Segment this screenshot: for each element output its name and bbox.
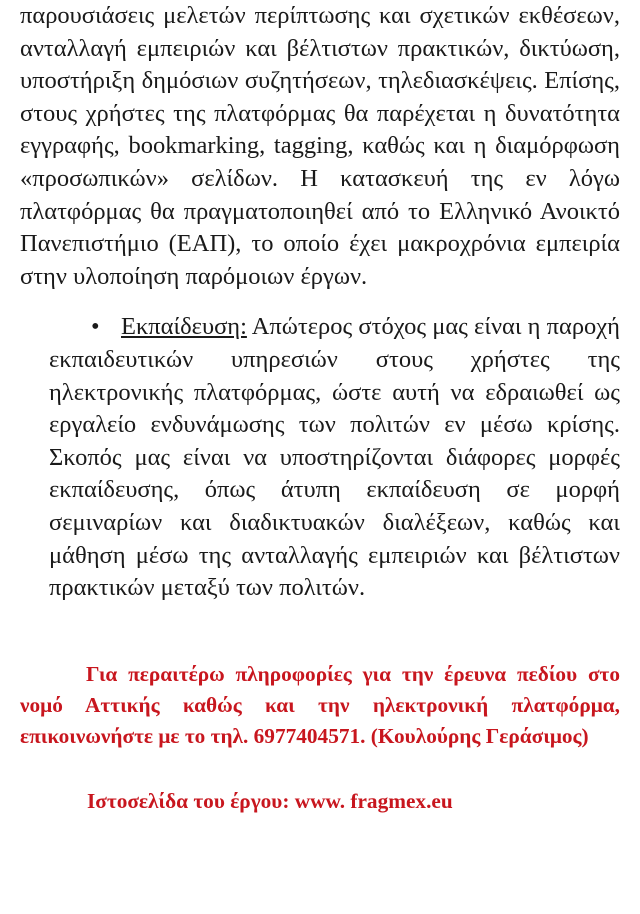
contact-note: Για περαιτέρω πληροφορίες για την έρευνα πεδίου στο νομό Αττικής καθώς και την ηλεκτρονική πλατφόρμα, επικοινωνήστε με το τηλ. 6977404571. (Κουλούρης Γεράσιμος) [20,661,620,749]
bullet-item-education [20,311,620,604]
bullet-label: Εκπαίδευση: [121,313,247,341]
website-line: Ιστοσελίδα του έργου: www. fragmex.eu [87,789,453,814]
document-page [20,0,620,818]
bullet-body-text: Απώτερος στόχος μας είναι η παροχή εκπαιδευτικών υπηρεσιών στους χρήστες της ηλεκτρονικής πλατφόρμας, ώστε αυτή να εδραιωθεί ως εργαλείο ενδυνάμωσης των πολιτών εν μέσω κρίσης. Σκοπός μας είναι να υποστηρίζονται διάφορες μορφές εκπαίδευσης, όπως άτυπη εκπαίδευση σε μορφή σεμιναρίων και διαδικτυακών διαλέξεων, καθώς και μάθηση μέσω της ανταλλαγής εμπειριών και βέλτιστων πρακτικών μεταξύ των πολιτών. [49,313,620,602]
bullet-paragraph [49,311,620,604]
bullet-marker: • [91,313,100,341]
intro-paragraph: παρουσιάσεις μελετών περίπτωσης και σχετικών εκθέσεων, ανταλλαγή εμπειριών και βέλτιστων πρακτικών, δικτύωση, υποστήριξη δημόσιων συζητήσεων, τηλεδιασκέψεις. Επίσης, στους χρήστες της πλατφόρμας θα παρέχεται η δυνατότητα εγγραφής, bookmarking, tagging, καθώς και η διαμόρφωση «προσωπικών» σελίδων. Η κατασκευή της εν λόγω πλατφόρμας θα πραγματοποιηθεί από το Ελληνικό Ανοικτό Πανεπιστήμιο (ΕΑΠ), το οποίο έχει μακροχρόνια εμπειρία στην υλοποίηση παρόμοιων έργων. [20,2,620,290]
